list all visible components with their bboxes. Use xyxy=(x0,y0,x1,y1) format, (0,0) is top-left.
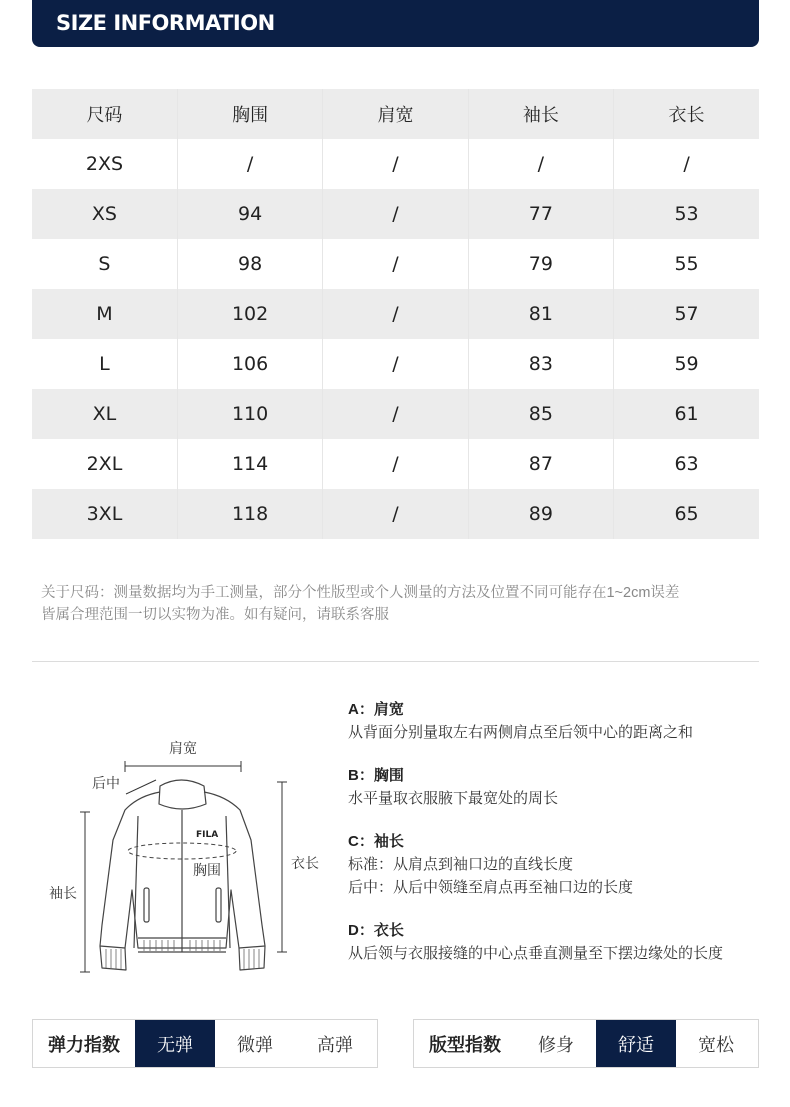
table-cell: XS xyxy=(32,189,177,239)
table-row xyxy=(32,139,759,189)
column-header: 衣长 xyxy=(614,89,759,139)
desc-title: C：袖长 xyxy=(348,833,404,850)
table-row xyxy=(32,339,759,389)
table-cell: 55 xyxy=(674,253,699,275)
collar-shape xyxy=(159,780,206,809)
section-divider xyxy=(32,661,759,662)
table-cell: 85 xyxy=(468,389,613,439)
table-row xyxy=(32,189,759,239)
table-cell: / xyxy=(323,139,468,189)
desc-chest xyxy=(348,765,768,810)
table-cell: / xyxy=(683,153,690,175)
table-cell: 106 xyxy=(177,339,322,389)
table-cell: 53 xyxy=(614,189,759,239)
table-cell: 89 xyxy=(468,489,613,539)
shoulder-label: 肩宽 xyxy=(169,740,197,756)
table-cell: / xyxy=(323,339,468,389)
table-cell: 77 xyxy=(468,189,613,239)
column-header: 肩宽 xyxy=(323,89,468,139)
measurement-descriptions xyxy=(348,699,768,986)
desc-title: A：肩宽 xyxy=(348,701,404,718)
table-cell: 98 xyxy=(177,239,322,289)
back-center-measure-line xyxy=(126,780,156,794)
right-pocket xyxy=(216,888,221,922)
elasticity-label: 弹力指数 xyxy=(48,1034,120,1055)
table-row xyxy=(32,289,759,339)
fit-index xyxy=(413,1019,759,1068)
table-row xyxy=(32,389,759,439)
size-note xyxy=(41,582,756,626)
table-cell: 3XL xyxy=(32,489,177,539)
desc-title: D：衣长 xyxy=(348,922,404,939)
fit-option-regular: 舒适 xyxy=(596,1020,676,1067)
table-cell: 2XS xyxy=(32,139,177,189)
table-cell: 65 xyxy=(614,489,759,539)
jacket-measurement-diagram xyxy=(40,720,340,990)
left-pocket xyxy=(144,888,149,922)
table-cell: 57 xyxy=(614,289,759,339)
table-cell: / xyxy=(323,489,468,539)
table-cell: / xyxy=(323,189,468,239)
right-cuff xyxy=(239,946,265,970)
column-header: 袖长 xyxy=(468,89,613,139)
desc-line: 标准：从肩点到袖口边的直线长度 xyxy=(348,856,574,873)
elasticity-option-slight: 微弹 xyxy=(237,1034,273,1055)
desc-line: 后中：从后中领缝至肩点再至袖口边的长度 xyxy=(348,879,634,896)
table-cell: / xyxy=(323,439,468,489)
elasticity-option-none: 无弹 xyxy=(135,1020,215,1067)
column-header: 尺码 xyxy=(32,89,177,139)
table-cell: 110 xyxy=(177,389,322,439)
table-cell: 63 xyxy=(674,453,699,475)
table-cell: / xyxy=(177,139,322,189)
desc-line: 水平量取衣服腋下最宽处的周长 xyxy=(348,790,559,807)
page-title: SIZE INFORMATION xyxy=(56,11,275,35)
desc-line: 从背面分别量取左右两侧肩点至后领中心的距离之和 xyxy=(348,724,694,741)
table-cell: 102 xyxy=(177,289,322,339)
table-cell: 94 xyxy=(177,189,322,239)
table-cell: 87 xyxy=(468,439,613,489)
fit-label: 版型指数 xyxy=(429,1034,501,1055)
note-line-2: 皆属合理范围一切以实物为准。如有疑问，请联系客服 xyxy=(41,607,389,623)
table-row xyxy=(32,439,759,489)
note-line-1: 关于尺码：测量数据均为手工测量，部分个性版型或个人测量的方法及位置不同可能存在1~2cm误差 xyxy=(41,585,680,601)
table-cell: 83 xyxy=(468,339,613,389)
table-cell: L xyxy=(32,339,177,389)
desc-sleeve xyxy=(348,831,768,899)
table-cell: / xyxy=(323,389,468,439)
table-row xyxy=(32,239,759,289)
header-bar xyxy=(32,0,759,47)
fit-option-loose: 宽松 xyxy=(698,1034,734,1055)
table-cell: 59 xyxy=(674,353,699,375)
table-cell: 81 xyxy=(468,289,613,339)
table-header-row xyxy=(32,89,759,139)
table-cell: M xyxy=(32,289,177,339)
table-cell: 114 xyxy=(177,439,322,489)
table-row xyxy=(32,489,759,539)
elasticity-index xyxy=(32,1019,378,1068)
desc-shoulder xyxy=(348,699,768,744)
table-cell: 61 xyxy=(614,389,759,439)
chest-label: 胸围 xyxy=(193,862,221,878)
desc-line: 从后领与衣服接缝的中心点垂直测量至下摆边缘处的长度 xyxy=(348,945,724,962)
table-cell: XL xyxy=(32,389,177,439)
left-cuff xyxy=(100,946,126,970)
table-cell: S xyxy=(32,239,177,289)
length-label: 衣长 xyxy=(291,855,319,871)
table-cell: 79 xyxy=(468,239,613,289)
desc-title: B：胸围 xyxy=(348,767,404,784)
table-cell: / xyxy=(323,289,468,339)
table-cell: / xyxy=(468,139,613,189)
elasticity-option-high: 高弹 xyxy=(317,1034,353,1055)
fit-option-slim: 修身 xyxy=(538,1034,574,1055)
brand-logo-text: FILA xyxy=(196,830,219,840)
sleeve-label: 袖长 xyxy=(49,885,77,901)
desc-length xyxy=(348,920,768,965)
back-center-label: 后中 xyxy=(92,775,120,791)
table-cell: / xyxy=(323,239,468,289)
table-cell: 118 xyxy=(177,489,322,539)
size-table xyxy=(32,89,759,539)
table-cell: 2XL xyxy=(32,439,177,489)
column-header: 胸围 xyxy=(177,89,322,139)
